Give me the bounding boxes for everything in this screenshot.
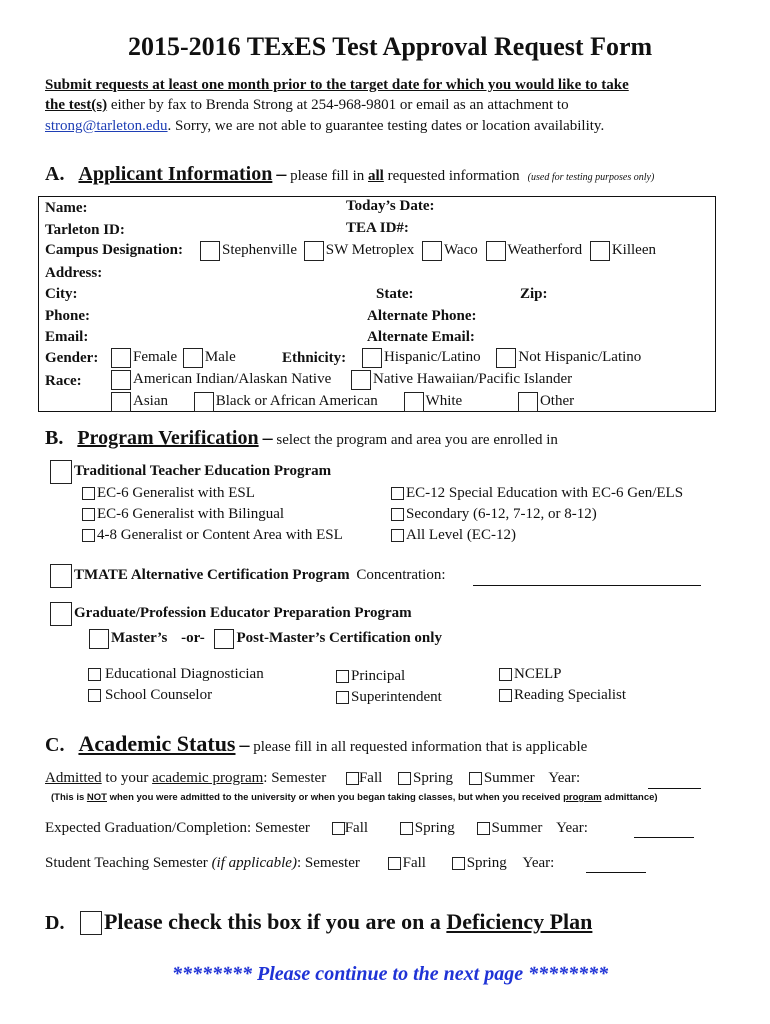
race-asian-label: Asian bbox=[133, 393, 168, 410]
race-american-indian-checkbox[interactable] bbox=[111, 370, 131, 390]
st-year-label: Year: bbox=[522, 855, 555, 871]
principal-label: Principal bbox=[351, 668, 406, 684]
continue-next-page: ******** Please continue to the next page ******** bbox=[172, 963, 609, 985]
section-b-letter: B. bbox=[45, 427, 64, 449]
gender-female-label: Female bbox=[133, 349, 178, 366]
admitted-year-label: Year: bbox=[548, 770, 581, 786]
trad-right-3 bbox=[391, 527, 516, 544]
ethnicity-options bbox=[362, 348, 641, 368]
race-black-checkbox[interactable] bbox=[194, 392, 214, 412]
race-american-indian-label: American Indian/Alaskan Native bbox=[133, 371, 332, 388]
ec6-bilingual-label: EC-6 Generalist with Bilingual bbox=[97, 506, 285, 522]
expected-fall-checkbox[interactable] bbox=[332, 822, 345, 835]
all-level-label: All Level (EC-12) bbox=[406, 527, 516, 543]
academic-program-label: academic program bbox=[152, 770, 264, 786]
note-program: program bbox=[563, 792, 602, 803]
trad-right-2 bbox=[391, 506, 597, 523]
note-end: admittance) bbox=[601, 792, 658, 803]
race-white-checkbox[interactable] bbox=[404, 392, 424, 412]
admitted-label: Admitted bbox=[45, 770, 102, 786]
grad-opt-superintendent bbox=[336, 689, 442, 706]
post-masters-label: Post-Master’s Certification only bbox=[236, 630, 442, 647]
expected-summer-checkbox[interactable] bbox=[477, 822, 490, 835]
student-teaching-label: Student Teaching Semester bbox=[45, 855, 212, 871]
traditional-program bbox=[50, 460, 331, 484]
st-fall-checkbox[interactable] bbox=[388, 857, 401, 870]
tea-id-label: TEA ID#: bbox=[346, 220, 409, 236]
section-a-header bbox=[45, 163, 654, 186]
expected-graduation-row bbox=[45, 820, 588, 837]
deficiency-plan-checkbox[interactable] bbox=[80, 911, 102, 935]
section-c-dash: – bbox=[239, 734, 250, 756]
school-counselor-label: School Counselor bbox=[105, 687, 213, 703]
trad-right-1 bbox=[391, 485, 683, 502]
section-c-title: Academic Status bbox=[78, 731, 236, 756]
state-label: State: bbox=[376, 286, 414, 302]
campus-waco-label: Waco bbox=[443, 242, 478, 259]
masters-row bbox=[89, 629, 442, 649]
deficiency-plan-text: Please check this box if you are on a bbox=[103, 909, 447, 934]
section-d-row bbox=[45, 909, 592, 935]
intro-line-2 bbox=[45, 97, 569, 114]
campus-stephenville-label: Stephenville bbox=[222, 242, 297, 259]
campus-stephenville-checkbox[interactable] bbox=[200, 241, 220, 261]
section-c-lead: please fill in all requested information that is applicable bbox=[249, 739, 588, 755]
student-teaching-row bbox=[45, 855, 554, 872]
masters-label: Master’s bbox=[111, 630, 168, 647]
campus-killeen-label: Killeen bbox=[611, 242, 656, 259]
admitted-row bbox=[45, 770, 580, 787]
section-b-dash: – bbox=[262, 427, 273, 449]
ncelp-checkbox[interactable] bbox=[499, 668, 512, 681]
race-other-label: Other bbox=[539, 393, 575, 410]
admitted-note bbox=[51, 792, 658, 803]
masters-checkbox[interactable] bbox=[89, 629, 109, 649]
page-title: 2015-2016 TExES Test Approval Request Form bbox=[128, 32, 653, 61]
grad-opt-principal bbox=[336, 668, 405, 685]
graduate-program bbox=[50, 602, 412, 626]
race-white-label: White bbox=[425, 393, 463, 410]
school-counselor-checkbox[interactable] bbox=[88, 689, 101, 702]
principal-checkbox[interactable] bbox=[336, 670, 349, 683]
grad-opt-counselor bbox=[88, 687, 212, 704]
concentration-input-line[interactable] bbox=[473, 585, 701, 586]
expected-spring-label: Spring bbox=[414, 820, 455, 836]
tmate-program bbox=[50, 564, 446, 588]
race-native-hawaiian-label: Native Hawaiian/Pacific Islander bbox=[373, 371, 573, 388]
city-label: City: bbox=[45, 286, 78, 302]
ec6-esl-checkbox[interactable] bbox=[82, 487, 95, 500]
zip-label: Zip: bbox=[520, 286, 548, 302]
race-row-1 bbox=[111, 370, 572, 390]
section-a-letter: A. bbox=[45, 163, 65, 185]
campus-label: Campus Designation: bbox=[45, 242, 183, 258]
section-d-letter: D. bbox=[45, 912, 65, 934]
campus-sw-metroplex-label: SW Metroplex bbox=[325, 242, 415, 259]
admitted-fall-label: Fall bbox=[358, 770, 383, 786]
admitted-spring-label: Spring bbox=[413, 770, 454, 786]
ec12-special-ed-checkbox[interactable] bbox=[391, 487, 404, 500]
expected-year-input-line[interactable] bbox=[634, 837, 694, 838]
superintendent-checkbox[interactable] bbox=[336, 691, 349, 704]
note-mid: when you were admitted to the university or when you began taking classes, but when you received bbox=[106, 792, 564, 803]
intro-line-1: Submit requests at least one month prior to the target date for which you would like to take bbox=[45, 77, 629, 93]
or-label: -or- bbox=[181, 630, 205, 647]
alt-phone-label: Alternate Phone: bbox=[367, 308, 477, 324]
ethnicity-hispanic-label: Hispanic/Latino bbox=[384, 349, 481, 366]
section-b-header bbox=[45, 427, 558, 450]
section-c-header bbox=[45, 731, 587, 757]
admitted-year-input-line[interactable] bbox=[648, 788, 701, 789]
st-fall-label: Fall bbox=[402, 855, 426, 871]
graduate-program-checkbox[interactable] bbox=[50, 602, 72, 626]
intro-fax-text: either by fax to Brenda Strong at 254-968-9801 or email as an attachment to bbox=[107, 97, 569, 113]
educational-diagnostician-label: Educational Diagnostician bbox=[105, 666, 264, 682]
race-black-label: Black or African American bbox=[215, 393, 378, 410]
student-teaching-semester-label: : Semester bbox=[296, 855, 360, 871]
race-label: Race: bbox=[45, 373, 82, 389]
note-not: NOT bbox=[86, 792, 107, 803]
admitted-summer-checkbox[interactable] bbox=[469, 772, 482, 785]
ethnicity-label: Ethnicity: bbox=[282, 350, 347, 366]
post-masters-checkbox[interactable] bbox=[214, 629, 234, 649]
section-a-note: (used for testing purposes only) bbox=[527, 172, 655, 183]
campus-options bbox=[200, 241, 656, 261]
traditional-program-label: Traditional Teacher Education Program bbox=[74, 463, 332, 480]
ec12-special-ed-label: EC-12 Special Education with EC-6 Gen/ELS bbox=[406, 485, 684, 501]
secondary-label: Secondary (6-12, 7-12, or 8-12) bbox=[406, 506, 597, 522]
race-row-2 bbox=[111, 392, 574, 412]
alt-email-label: Alternate Email: bbox=[367, 329, 475, 345]
email-label: Email: bbox=[45, 329, 89, 345]
race-native-hawaiian-checkbox[interactable] bbox=[351, 370, 371, 390]
race-other-checkbox[interactable] bbox=[518, 392, 538, 412]
note-pre: (This is bbox=[51, 792, 87, 803]
section-b-lead: select the program and area you are enrolled in bbox=[272, 432, 558, 448]
gender-male-checkbox[interactable] bbox=[183, 348, 203, 368]
admitted-semester-label: : Semester bbox=[263, 770, 327, 786]
tmate-program-label: TMATE Alternative Certification Program bbox=[74, 567, 350, 584]
section-b-title: Program Verification bbox=[77, 427, 259, 449]
ncelp-label: NCELP bbox=[514, 666, 562, 682]
if-applicable-label: (if applicable) bbox=[211, 855, 297, 871]
deficiency-plan-link: Deficiency Plan bbox=[446, 909, 593, 934]
4-8-generalist-label: 4-8 Generalist or Content Area with ESL bbox=[97, 527, 343, 543]
st-spring-label: Spring bbox=[466, 855, 507, 871]
email-link[interactable]: strong@tarleton.edu bbox=[45, 118, 168, 134]
expected-fall-label: Fall bbox=[344, 820, 369, 836]
ethnicity-not-hispanic-label: Not Hispanic/Latino bbox=[518, 349, 642, 366]
gender-options bbox=[111, 348, 236, 368]
st-year-input-line[interactable] bbox=[586, 872, 646, 873]
expected-year-label: Year: bbox=[556, 820, 588, 836]
expected-graduation-label: Expected Graduation/Completion: Semester bbox=[45, 820, 310, 836]
st-spring-checkbox[interactable] bbox=[452, 857, 465, 870]
campus-waco-checkbox[interactable] bbox=[422, 241, 442, 261]
tmate-program-checkbox[interactable] bbox=[50, 564, 72, 588]
ec6-esl-label: EC-6 Generalist with ESL bbox=[97, 485, 255, 501]
intro-line-3 bbox=[45, 118, 604, 135]
section-a-dash: – bbox=[276, 163, 287, 185]
campus-killeen-checkbox[interactable] bbox=[590, 241, 610, 261]
intro-the-tests: the test(s) bbox=[45, 97, 108, 113]
trad-left-2 bbox=[82, 506, 284, 523]
ethnicity-not-hispanic-checkbox[interactable] bbox=[496, 348, 516, 368]
traditional-program-checkbox[interactable] bbox=[50, 460, 72, 484]
superintendent-label: Superintendent bbox=[351, 689, 442, 705]
concentration-label: Concentration: bbox=[356, 567, 446, 584]
section-a-trail: requested information bbox=[383, 168, 520, 184]
ec6-bilingual-checkbox[interactable] bbox=[82, 508, 95, 521]
trad-left-3 bbox=[82, 527, 343, 544]
address-label: Address: bbox=[45, 265, 103, 281]
grad-opt-reading bbox=[499, 687, 626, 704]
expected-summer-label: Summer bbox=[491, 820, 543, 836]
gender-label: Gender: bbox=[45, 350, 99, 366]
expected-spring-checkbox[interactable] bbox=[400, 822, 413, 835]
secondary-checkbox[interactable] bbox=[391, 508, 404, 521]
reading-specialist-checkbox[interactable] bbox=[499, 689, 512, 702]
admitted-fall-checkbox[interactable] bbox=[346, 772, 359, 785]
graduate-program-label: Graduate/Profession Educator Preparation Program bbox=[74, 605, 412, 622]
phone-label: Phone: bbox=[45, 308, 90, 324]
campus-weatherford-checkbox[interactable] bbox=[486, 241, 506, 261]
admitted-summer-label: Summer bbox=[483, 770, 535, 786]
todays-date-label: Today’s Date: bbox=[346, 198, 435, 214]
section-a-title: Applicant Information bbox=[78, 163, 273, 185]
section-c-letter: C. bbox=[45, 734, 65, 756]
section-a-all: all bbox=[368, 168, 384, 184]
trad-left-1 bbox=[82, 485, 255, 502]
section-a-lead: please fill in bbox=[286, 168, 369, 184]
campus-sw-metroplex-checkbox[interactable] bbox=[304, 241, 324, 261]
grad-opt-diag bbox=[88, 666, 264, 683]
intro-sorry-text: . Sorry, we are not able to guarantee testing dates or location availability. bbox=[167, 118, 605, 134]
campus-weatherford-label: Weatherford bbox=[507, 242, 583, 259]
tarleton-id-label: Tarleton ID: bbox=[45, 222, 125, 238]
gender-female-checkbox[interactable] bbox=[111, 348, 131, 368]
reading-specialist-label: Reading Specialist bbox=[514, 687, 627, 703]
gender-male-label: Male bbox=[204, 349, 236, 366]
4-8-generalist-checkbox[interactable] bbox=[82, 529, 95, 542]
ethnicity-hispanic-checkbox[interactable] bbox=[362, 348, 382, 368]
admitted-to-your: to your bbox=[101, 770, 153, 786]
educational-diagnostician-checkbox[interactable] bbox=[88, 668, 101, 681]
grad-opt-ncelp bbox=[499, 666, 562, 683]
admitted-spring-checkbox[interactable] bbox=[398, 772, 411, 785]
name-label: Name: bbox=[45, 200, 88, 216]
all-level-checkbox[interactable] bbox=[391, 529, 404, 542]
race-asian-checkbox[interactable] bbox=[111, 392, 131, 412]
